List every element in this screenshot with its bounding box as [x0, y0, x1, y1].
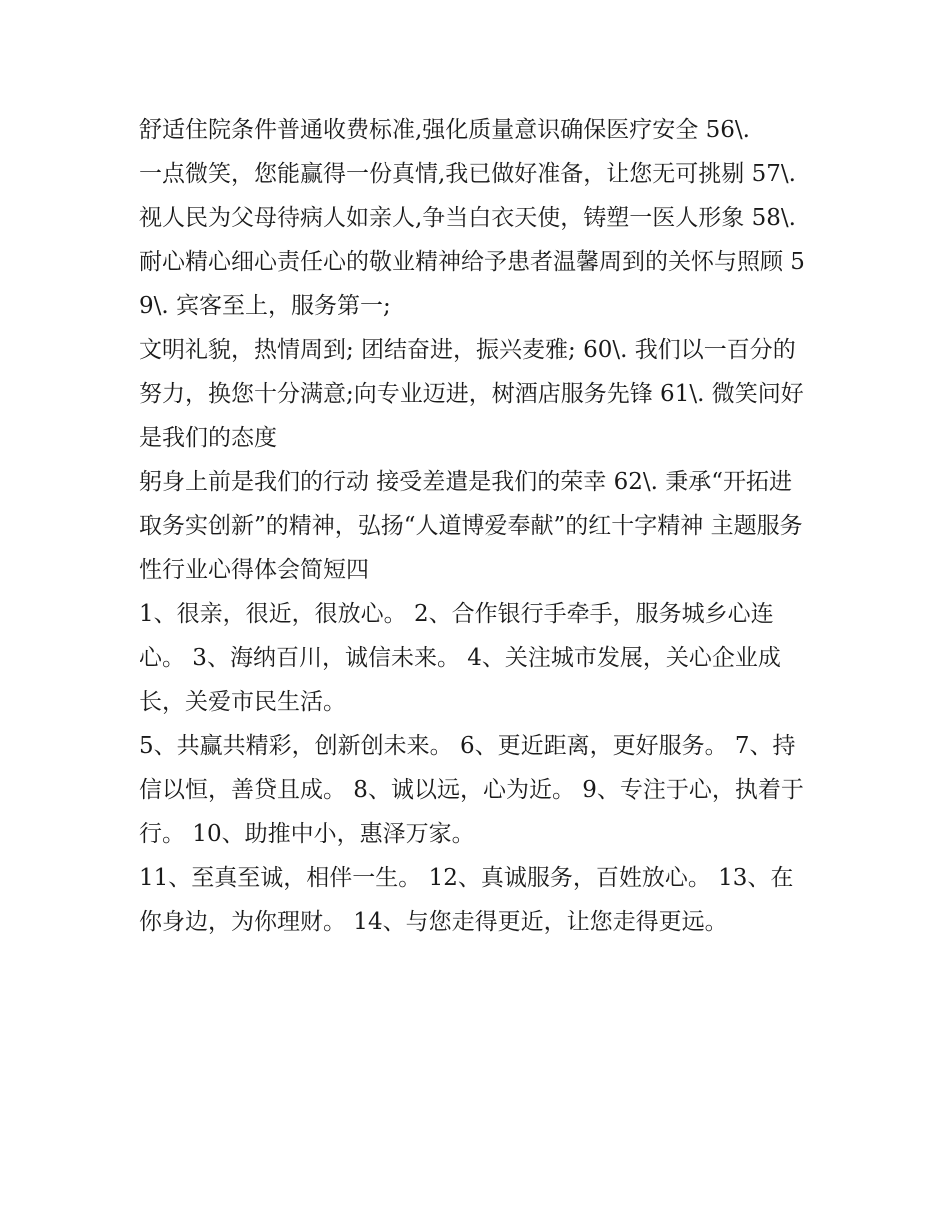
paragraph: 视人民为父母待病人如亲人,争当白衣天使，铸塑一医人形象 58\. 耐心精心细心责任心的敬业精神给予患者温馨周到的关怀与照顾 59\. 宾客至上，服务第一; [139, 205, 805, 319]
paragraph: 舒适住院条件普通收费标准,强化质量意识确保医疗安全 56\. [139, 117, 750, 143]
paragraph: 躬身上前是我们的行动 接受差遣是我们的荣幸 62\. 秉承“开拓进取务实创新”的精神，弘扬“人道博爱奉献”的红十字精神 主题服务性行业心得体会简短四 [139, 469, 803, 583]
document-body [139, 108, 811, 944]
paragraph: 11、至真至诚，相伴一生。 12、真诚服务，百姓放心。 13、在你身边，为你理财。 14、与您走得更近，让您走得更远。 [139, 865, 794, 935]
paragraph: 1、很亲，很近，很放心。 2、合作银行手牵手，服务城乡心连心。 3、海纳百川，诚信未来。 4、关注城市发展，关心企业成长，关爱市民生活。 [139, 601, 781, 715]
paragraph: 一点微笑，您能赢得一份真情,我已做好准备，让您无可挑剔 57\. [139, 161, 796, 187]
paragraph: 文明礼貌，热情周到; 团结奋进，振兴麦雅; 60\. 我们以一百分的努力，换您十分满意;向专业迈进，树酒店服务先锋 61\. 微笑问好是我们的态度 [139, 337, 804, 451]
paragraph: 5、共赢共精彩，创新创未来。 6、更近距离，更好服务。 7、持信以恒，善贷且成。 8、诚以远，心为近。 9、专注于心，执着于行。 10、助推中小，惠泽万家。 [139, 733, 804, 847]
